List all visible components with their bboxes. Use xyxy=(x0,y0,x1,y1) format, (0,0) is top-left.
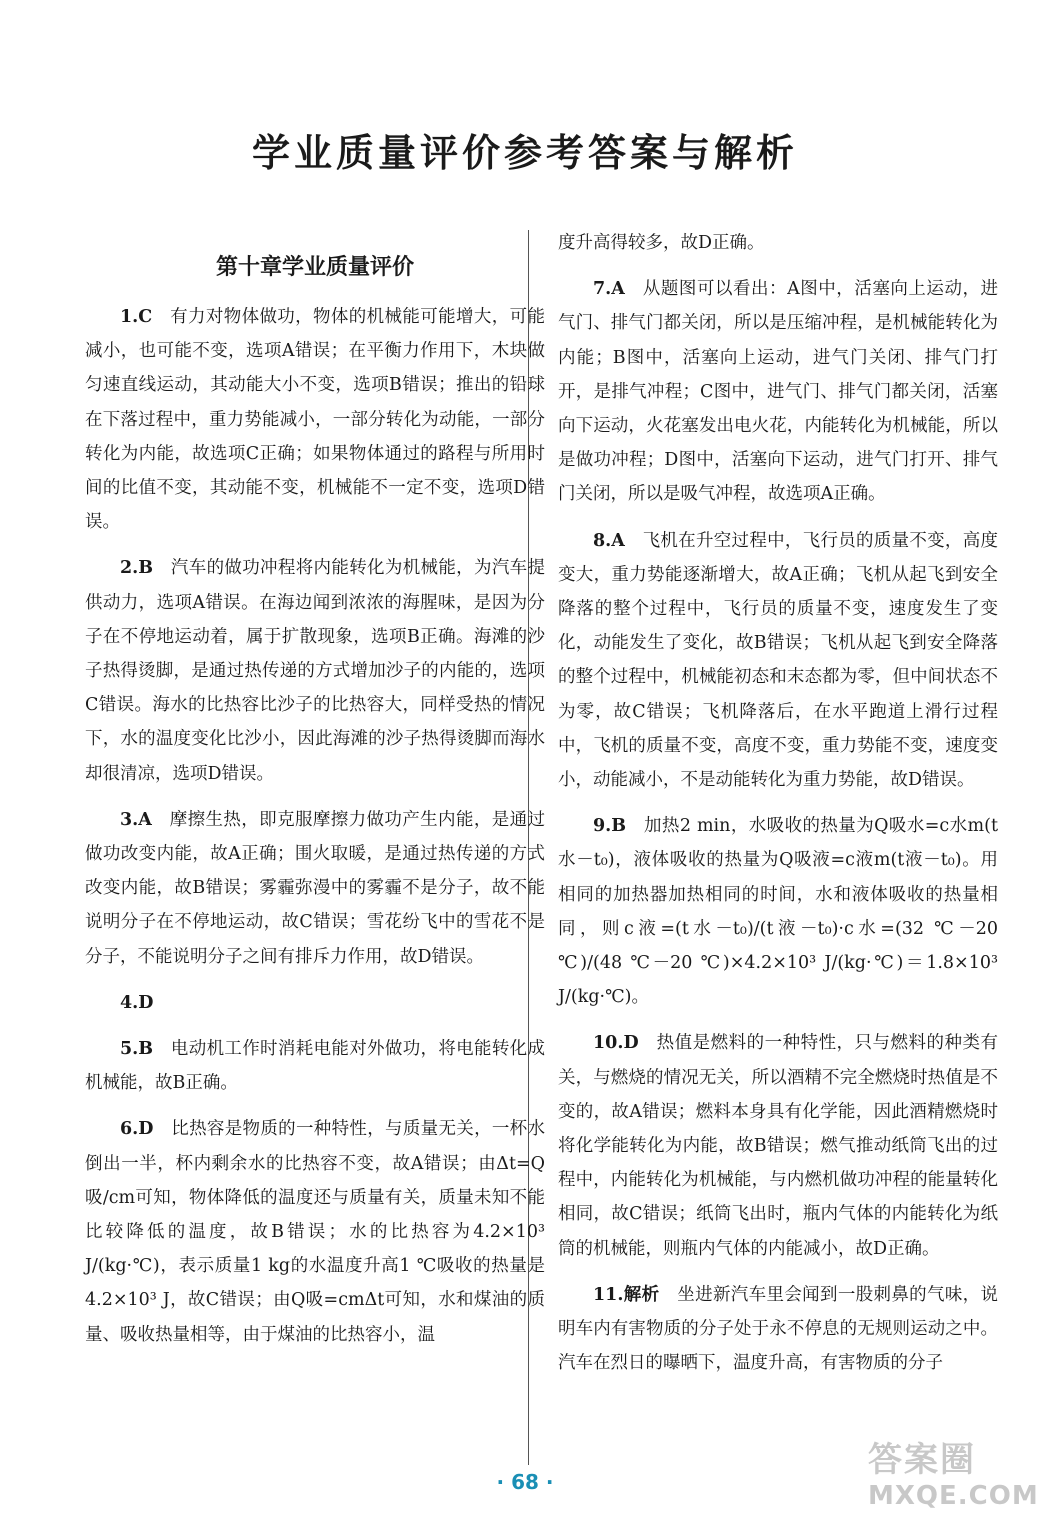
question-number: 10. xyxy=(593,1033,624,1054)
answer-item xyxy=(85,300,545,539)
question-number: 6. xyxy=(120,1119,139,1140)
answer-choice: C xyxy=(138,307,153,327)
answer-choice: D xyxy=(138,1119,154,1140)
answer-item xyxy=(558,272,998,511)
answer-list-right xyxy=(558,226,998,1381)
question-number: 5. xyxy=(120,1039,139,1060)
answer-choice: D xyxy=(138,992,154,1013)
question-number: 11. xyxy=(593,1284,624,1305)
answer-text: 坐进新汽车里会闻到一股刺鼻的气味，说明车内有害物质的分子处于永不停息的无规则运动之中。汽车在烈日的曝晒下，温度升高，有害物质的分子 xyxy=(558,1284,999,1374)
watermark-top-text: 答案圈 xyxy=(868,1440,976,1480)
answer-text: 有力对物体做功，物体的机械能可能增大，可能减小，也可能不变，选项A错误；在平衡力作用下，木块做匀速直线运动，其动能大小不变，选项B错误；推出的铅球在下落过程中，重力势能减小，一部分转化为动能，一部分转化为内能，故选项C正确；如果物体通过的路程与所用时间的比值不变，其动能不变，机械能不一定不变，选项D错误。 xyxy=(85,307,545,533)
question-number: 8. xyxy=(593,530,612,551)
answer-text: 比热容是物质的一种特性，与质量无关，一杯水倒出一半，杯内剩余水的比热容不变，故A错误；由Δt=Q吸/cm可知，物体降低的温度还与质量有关，质量未知不能比较降低的温度，故B错误；水的比热容为4.2×10³ J/(kg·℃)，表示质量1 kg的水温度升高1 ℃吸收的热量是4.2×10³ J，故C错误；由Q吸=cmΔt可知，水和煤油的质量、吸收热量相等，由于煤油的比热容小，温 xyxy=(85,1119,545,1345)
answer-choice: B xyxy=(138,558,154,579)
answer-item xyxy=(558,809,998,1014)
question-number: 7. xyxy=(593,279,612,300)
question-number: 4. xyxy=(120,992,139,1013)
answer-text: 加热2 min，水吸收的热量为Q吸水=c水m(t水－t₀)，液体吸收的热量为Q吸液=c液m(t液－t₀)。用相同的加热器加热相同的时间，水和液体吸收的热量相同，则c液=(t水－t₀)/(t液－t₀)·c水=(32 ℃－20 ℃)/(48 ℃－20 ℃)×4.2×10³ J/(kg·℃)＝1.8×10³ J/(kg·℃)。 xyxy=(558,816,998,1008)
answer-item xyxy=(85,803,545,974)
answer-text: 电动机工作时消耗电能对外做功，将电能转化成机械能，故B正确。 xyxy=(85,1039,545,1094)
answer-text: 摩擦生热，即克服摩擦力做功产生内能，是通过做功改变内能，故A正确；围火取暖，是通过热传递的方式改变内能，故B错误；雾霾弥漫中的雾霾不是分子，故不能说明分子在不停地运动，故C错误；雪花纷飞中的雪花不是分子，不能说明分子之间有排斥力作用，故D错误。 xyxy=(85,809,545,967)
answer-text: 从题图可以看出：A图中，活塞向上运动，进气门、排气门都关闭，所以是压缩冲程，是机械能转化为内能；B图中，活塞向上运动，进气门关闭、排气门打开，是排气冲程；C图中，进气门、排气门都关闭，活塞向下运动，火花塞发出电火花，内能转化为机械能，所以是做功冲程；D图中，活塞向下运动，进气门打开、排气门关闭，所以是吸气冲程，故选项A正确。 xyxy=(558,279,998,505)
answer-choice: A xyxy=(138,809,152,830)
question-number: 2. xyxy=(120,558,139,579)
watermark-bottom-text: MXQE.COM xyxy=(868,1481,1039,1511)
answer-item xyxy=(85,551,545,790)
answer-choice: B xyxy=(611,816,627,837)
watermark-logo xyxy=(868,1432,1039,1522)
page-title: 学业质量评价参考答案与解析 xyxy=(251,131,798,175)
section-heading: 第十章学业质量评价 xyxy=(215,255,414,280)
page-number: · 68 · xyxy=(496,1470,554,1494)
question-number: 9. xyxy=(593,816,612,837)
left-column xyxy=(85,246,545,1364)
answer-text: 热值是燃料的一种特性，只与燃料的种类有关，与燃烧的情况无关，所以酒精不完全燃烧时热值是不变的，故A错误；燃料本身具有化学能，因此酒精燃烧时将化学能转化为内能，故B错误；燃气推动纸筒飞出的过程中，内能转化为机械能，与内燃机做功冲程的能量转化相同，故C错误；纸筒飞出时，瓶内气体的内能转化为纸筒的机械能，则瓶内气体的内能减小，故D正确。 xyxy=(558,1033,998,1259)
answer-item xyxy=(85,1032,545,1100)
right-column xyxy=(558,226,998,1393)
answer-choice: A xyxy=(611,279,625,300)
answer-item xyxy=(558,1026,998,1265)
question-number: 1. xyxy=(120,307,139,327)
answer-choice: D xyxy=(623,1033,639,1054)
answer-text: 飞机在升空过程中，飞行员的质量不变，高度变大，重力势能逐渐增大，故A正确；飞机从起飞到安全降落的整个过程中，飞行员的质量不变，速度发生了变化，动能发生了变化，故B错误；飞机从起飞到安全降落的整个过程中，机械能初态和末态都为零，但中间状态不为零，故C错误；飞机降落后，在水平跑道上滑行过程中，飞机的质量不变，高度不变，重力势能不变，速度变小，动能减小，不是动能转化为重力势能，故D错误。 xyxy=(558,530,998,791)
question-number: 3. xyxy=(120,809,139,830)
answer-item xyxy=(558,524,998,798)
answer-choice: 解析 xyxy=(623,1284,660,1305)
answer-text: 汽车的做功冲程将内能转化为机械能，为汽车提供动力，选项A错误。在海边闻到浓浓的海腥味，是因为分子在不停地运动着，属于扩散现象，选项B正确。海滩的沙子热得烫脚，是通过热传递的方式增加沙子的内能的，选项C错误。海水的比热容比沙子的比热容大，同样受热的情况下，水的温度变化比沙小，因此海滩的沙子热得烫脚而海水却很清凉，选项D错误。 xyxy=(85,558,545,784)
answer-list-left xyxy=(85,300,545,1352)
answer-item xyxy=(85,986,545,1020)
answer-item xyxy=(85,1112,545,1351)
answer-text: 度升高得较多，故D正确。 xyxy=(558,233,765,253)
answer-item xyxy=(558,1278,998,1381)
answer-choice: A xyxy=(611,530,625,551)
answer-item xyxy=(558,226,998,260)
answer-choice: B xyxy=(138,1039,154,1060)
